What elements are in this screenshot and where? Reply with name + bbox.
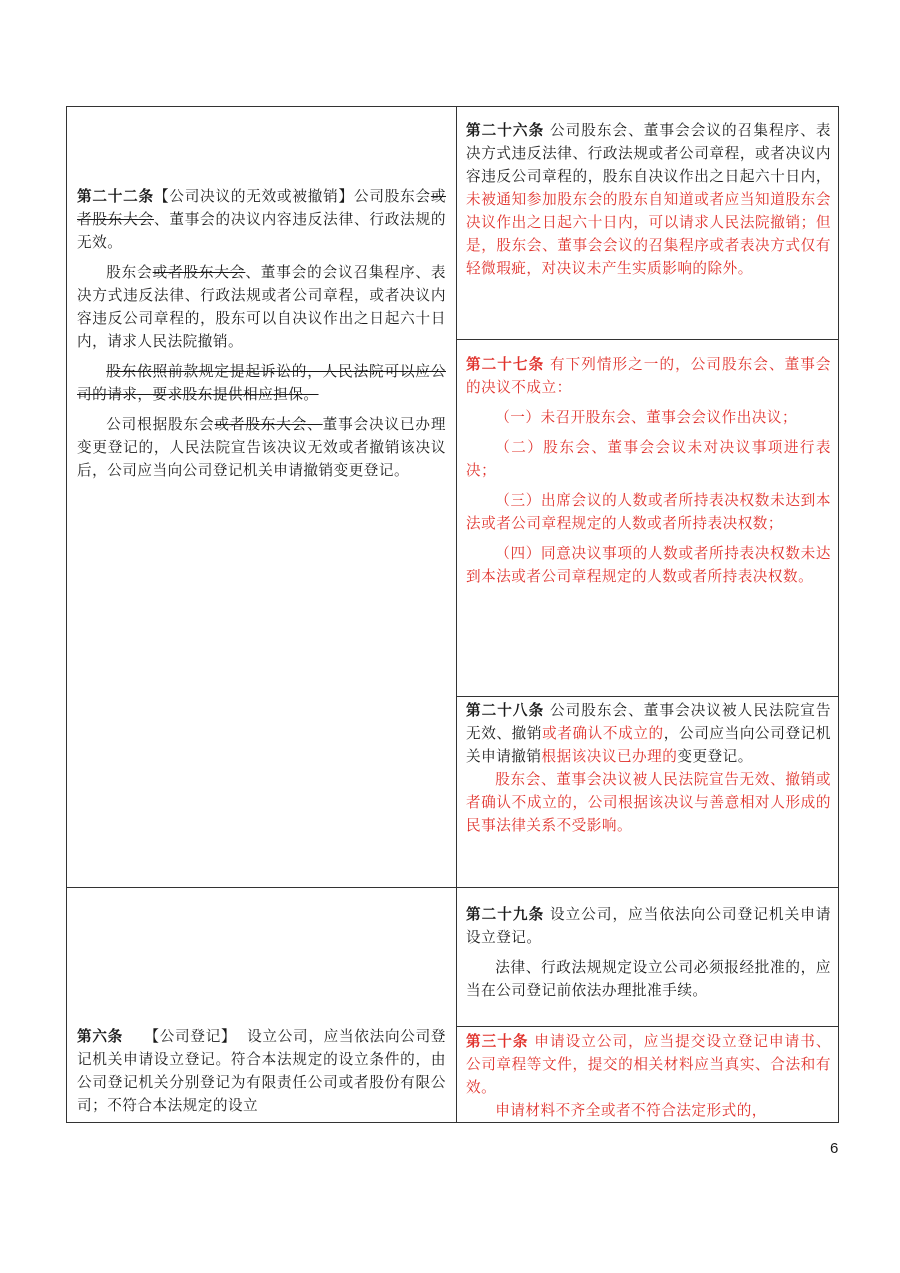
article-text: 有下列情形之一的，公司股东会、董事会的决议不成立： xyxy=(466,356,831,396)
added-text: 申请材料不齐全或者不符合法定形式的， xyxy=(495,1102,767,1119)
article-text: 股东会 xyxy=(106,264,153,281)
row-divider xyxy=(456,339,839,340)
new-article-29 xyxy=(466,903,831,1002)
new-article-27 xyxy=(466,353,831,588)
comparison-table xyxy=(66,106,839,1123)
article-text: 设立公司，应当依法向公司登记机关申请设立登记。符合本法规定的设立条件的，由公司登记机关分别登记为有限责任公司或者股份有限公司；不符合本法规定的设立 xyxy=(77,1028,446,1114)
added-text: 根据该决议已办理的 xyxy=(541,748,678,765)
added-text: 申请设立公司，应当提交设立登记申请书、公司章程等文件，提交的相关材料应当真实、合法和有效。 xyxy=(466,1033,831,1096)
article-title: 第二十七条 xyxy=(466,356,545,373)
row-divider xyxy=(456,1026,839,1027)
added-text: 或者确认不成立的 xyxy=(542,725,664,742)
article-heading: 【公司登记】 xyxy=(144,1028,237,1045)
article-title: 第二十六条 xyxy=(466,122,545,139)
deleted-text: 股东依照前款规定提起诉讼的，人民法院可以应公司的请求，要求股东提供相应担保。 xyxy=(77,363,446,403)
article-title: 第六条 xyxy=(77,1028,123,1045)
article-title: 第二十八条 xyxy=(466,702,545,719)
page-number: 6 xyxy=(830,1140,839,1157)
column-divider xyxy=(456,107,457,1122)
new-article-26 xyxy=(466,119,831,280)
article-title: 第二十二条 xyxy=(77,188,154,205)
article-text: ，公司应当向公司登记机关申请撤销 xyxy=(466,725,831,765)
old-article-22 xyxy=(77,185,446,482)
deleted-text: 或者股东大会 xyxy=(77,188,446,228)
list-item: （一）未召开股东会、董事会会议作出决议； xyxy=(495,409,798,426)
new-article-30 xyxy=(466,1030,831,1122)
article-text: 公司股东会、董事会决议被人民法院宣告无效、撤销 xyxy=(466,702,831,742)
row-divider xyxy=(67,887,839,888)
deleted-text: 或者股东大会 xyxy=(152,264,246,281)
added-text: 股东会、董事会决议被人民法院宣告无效、撤销或者确认不成立的，公司根据该决议与善意相对人形成的民事法律关系不受影响。 xyxy=(466,771,831,834)
article-text: 、董事会的会议召集程序、表决方式违反法律、行政法规或者公司章程，或者决议内容违反公司章程的，股东可以自决议作出之日起六十日内，请求人民法院撤销。 xyxy=(77,264,446,350)
new-article-28 xyxy=(466,699,831,837)
old-article-6 xyxy=(77,1025,446,1117)
article-text: 、董事会的决议内容违反法律、行政法规的无效。 xyxy=(77,211,446,251)
article-text: 公司股东会、董事会会议的召集程序、表决方式违反法律、行政法规或者公司章程，或者决议内容违反公司章程的，股东自决议作出之日起六十日内， xyxy=(466,122,831,185)
article-text: 公司股东会 xyxy=(353,188,431,205)
list-item: （三）出席会议的人数或者所持表决权数未达到本法或者公司章程规定的人数或者所持表决权数； xyxy=(466,492,831,532)
article-text: 设立公司，应当依法向公司登记机关申请设立登记。 xyxy=(466,906,831,946)
article-text: 公司根据股东会 xyxy=(106,416,215,433)
row-divider xyxy=(456,696,839,697)
article-title: 第二十九条 xyxy=(466,906,545,923)
article-title: 第三十条 xyxy=(466,1033,529,1050)
list-item: （四）同意决议事项的人数或者所持表决权数未达到本法或者公司章程规定的人数或者所持表决权数。 xyxy=(466,545,831,585)
article-text: 董事会决议已办理变更登记的，人民法院宣告该决议无效或者撤销该决议后，公司应当向公司登记机关申请撤销变更登记。 xyxy=(77,416,446,479)
deleted-text: 或者股东大会、 xyxy=(214,416,323,433)
list-item: （二）股东会、董事会会议未对决议事项进行表决； xyxy=(466,439,831,479)
added-text: 未被通知参加股东会的股东自知道或者应当知道股东会决议作出之日起六十日内，可以请求人民法院撤销；但是，股东会、董事会会议的召集程序或者表决方式仅有轻微瑕疵，对决议未产生实质影响的除外。 xyxy=(466,191,831,277)
article-text: 变更登记。 xyxy=(677,748,753,765)
article-heading: 【公司决议的无效或被撤销】 xyxy=(153,188,354,205)
article-text: 法律、行政法规规定设立公司必须报经批准的，应当在公司登记前依法办理批准手续。 xyxy=(466,959,831,999)
